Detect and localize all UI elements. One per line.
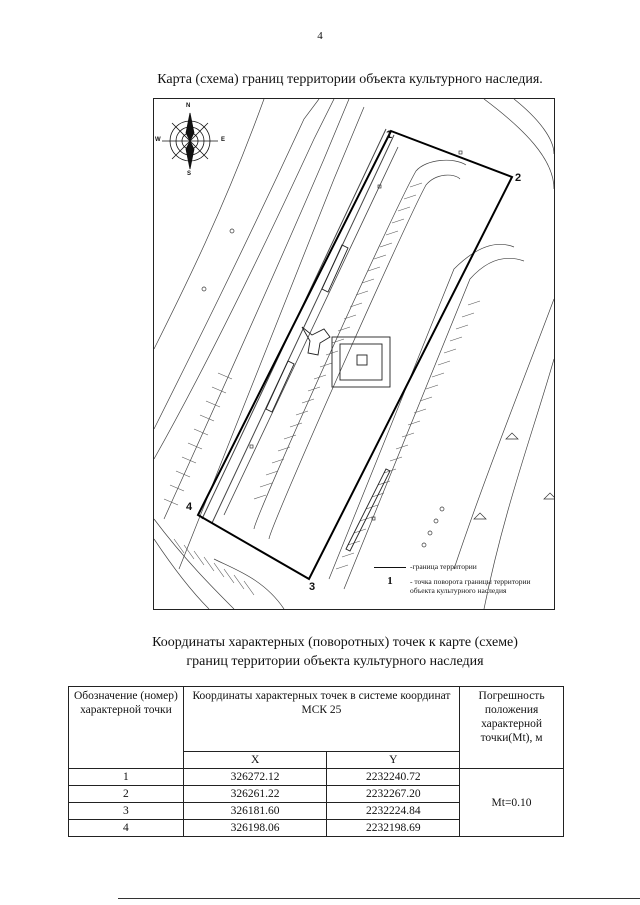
boundary-map xyxy=(153,98,555,610)
legend-boundary-label: -граница территории xyxy=(410,562,477,571)
row-4-y: 2232198.69 xyxy=(327,820,460,837)
table-row xyxy=(69,769,564,786)
row-4-x: 326198.06 xyxy=(183,820,327,837)
row-2-number: 2 xyxy=(69,786,184,803)
row-2-x: 326261.22 xyxy=(183,786,327,803)
coordinates-title xyxy=(0,633,640,671)
turning-point-label-1: 1 xyxy=(386,129,393,141)
map-legend xyxy=(374,562,554,601)
header-x: X xyxy=(183,752,327,769)
legend-boundary-line xyxy=(374,567,406,568)
table-header-row xyxy=(69,687,564,752)
row-2-y: 2232267.20 xyxy=(327,786,460,803)
turning-point-label-3: 3 xyxy=(309,581,316,593)
header-accuracy: Погрешность положения характерной точки(Mt), м xyxy=(460,687,564,769)
row-3-x: 326181.60 xyxy=(183,803,327,820)
coordinates-title-line-1: Координаты характерных (поворотных) точек к карте (схеме) xyxy=(152,635,518,650)
header-coordinates: Координаты характерных точек в системе координат МСК 25 xyxy=(183,687,459,752)
coordinates-title-line-2: границ территории объекта культурного наследия xyxy=(186,654,484,669)
map-drawing xyxy=(154,99,554,609)
row-3-number: 3 xyxy=(69,803,184,820)
compass-west-label: W xyxy=(155,137,161,143)
footer-divider xyxy=(118,898,640,899)
map-title: Карта (схема) границ территории объекта культурного наследия. xyxy=(157,72,543,87)
coordinates-table xyxy=(68,686,564,837)
page-number: 4 xyxy=(317,30,323,42)
compass-north-label: N xyxy=(186,103,191,109)
row-3-y: 2232224.84 xyxy=(327,803,460,820)
header-designation: Обозначение (номер) характерной точки xyxy=(69,687,184,769)
legend-point-label: - точка поворота границы территории объекта культурного наследия xyxy=(410,577,531,595)
legend-boundary-row xyxy=(374,562,554,571)
header-y: Y xyxy=(327,752,460,769)
row-4-number: 4 xyxy=(69,820,184,837)
compass-east-label: E xyxy=(221,137,226,143)
turning-point-label-4: 4 xyxy=(186,501,193,513)
compass-south-label: S xyxy=(187,171,192,177)
accuracy-value: Mt=0.10 xyxy=(460,769,564,837)
legend-point-row xyxy=(374,577,554,595)
row-1-x: 326272.12 xyxy=(183,769,327,786)
row-1-number: 1 xyxy=(69,769,184,786)
legend-point-sample: 1 xyxy=(387,575,393,587)
turning-point-label-2: 2 xyxy=(515,172,522,184)
row-1-y: 2232240.72 xyxy=(327,769,460,786)
